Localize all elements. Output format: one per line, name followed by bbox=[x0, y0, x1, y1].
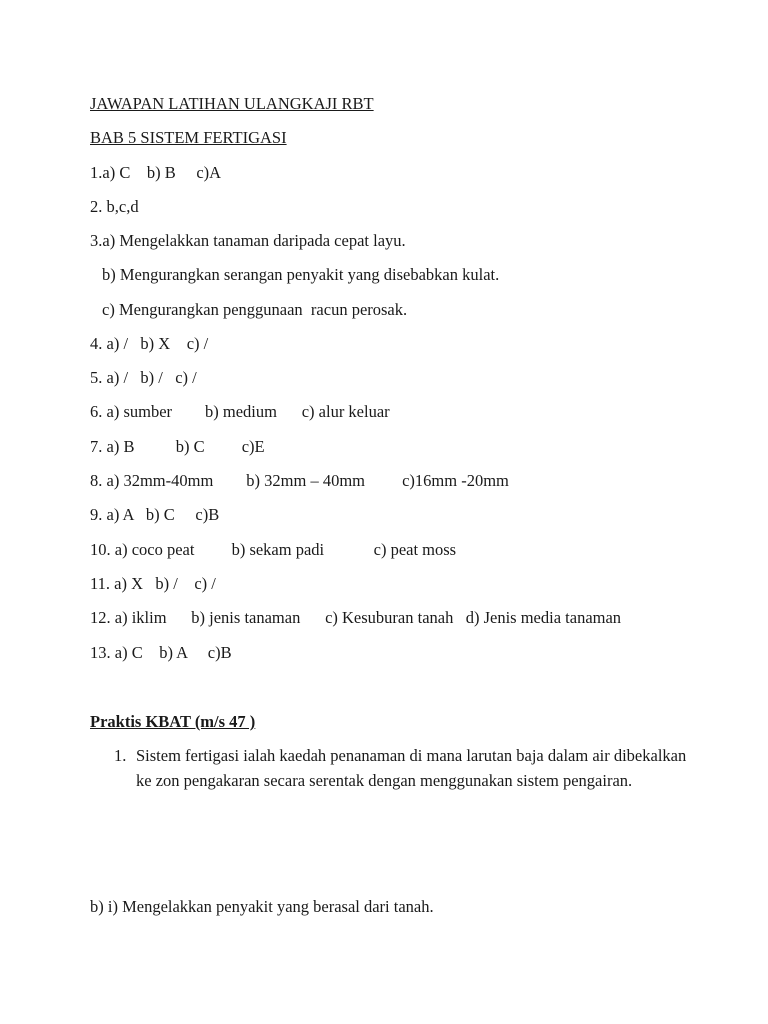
answer-line-10: 10. a) coco peat b) sekam padi c) peat moss bbox=[90, 540, 457, 559]
answer-line-6: 6. a) sumber b) medium c) alur keluar bbox=[90, 402, 390, 421]
chapter-heading: BAB 5 SISTEM FERTIGASI bbox=[90, 128, 287, 147]
answer-line-1: 1.a) C b) B c)A bbox=[90, 163, 222, 182]
answer-line-13: 13. a) C b) A c)B bbox=[90, 643, 232, 662]
answer-line-8: 8. a) 32mm-40mm b) 32mm – 40mm c)16mm -20mm bbox=[90, 471, 509, 490]
answer-line-2: 2. b,c,d bbox=[90, 197, 139, 216]
answer-line-7: 7. a) B b) C c)E bbox=[90, 437, 265, 456]
answer-line-11: 11. a) X b) / c) / bbox=[90, 574, 216, 593]
answer-line-3b: b) Mengurangkan serangan penyakit yang disebabkan kulat. bbox=[102, 265, 500, 284]
answer-line-3a: 3.a) Mengelakkan tanaman daripada cepat layu. bbox=[90, 231, 406, 250]
answer-line-9: 9. a) A b) C c)B bbox=[90, 505, 220, 524]
kbat-item-number: 1. bbox=[114, 746, 127, 765]
kbat-item-text: Sistem fertigasi ialah kaedah penanaman di mana larutan baja dalam air dibekalkan ke zon pengakaran secara serentak dengan menggunakan sistem pengairan. bbox=[136, 746, 687, 790]
kbat-heading: Praktis KBAT (m/s 47 ) bbox=[90, 712, 256, 731]
document-title: JAWAPAN LATIHAN ULANGKAJI RBT bbox=[90, 94, 374, 113]
answer-line-3c: c) Mengurangkan penggunaan racun perosak. bbox=[102, 300, 408, 319]
answer-line-12: 12. a) iklim b) jenis tanaman c) Kesuburan tanah d) Jenis media tanaman bbox=[90, 608, 622, 627]
kbat-sub-answer: b) i) Mengelakkan penyakit yang berasal dari tanah. bbox=[90, 897, 434, 916]
answer-line-4: 4. a) / b) X c) / bbox=[90, 334, 209, 353]
answer-line-5: 5. a) / b) / c) / bbox=[90, 368, 197, 387]
